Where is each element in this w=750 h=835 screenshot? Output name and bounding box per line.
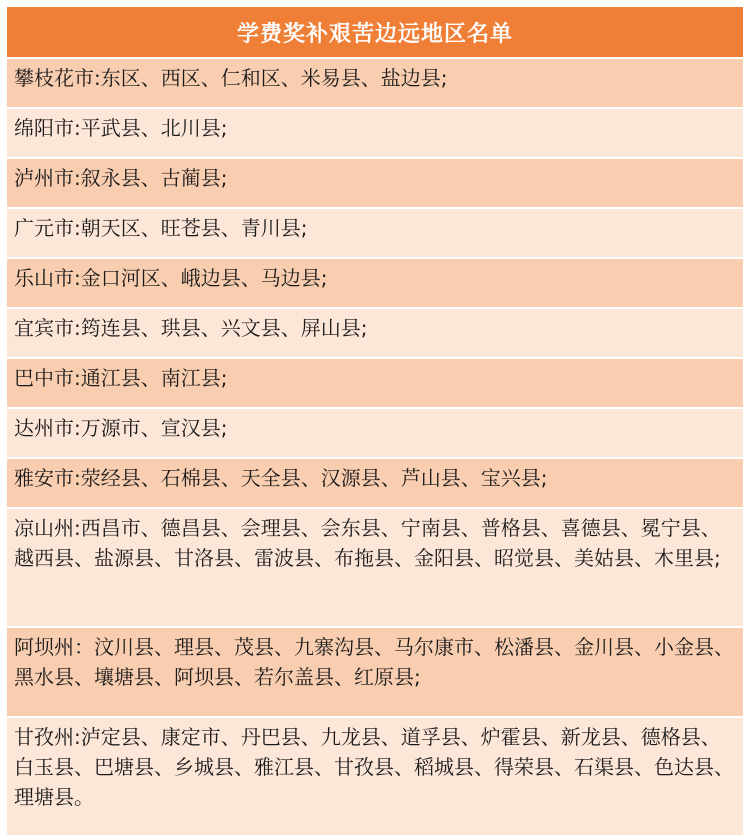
area-list-table [7, 7, 743, 809]
table-row: 攀枝花市:东区、西区、仁和区、米易县、盐边县; [7, 57, 743, 107]
table-row: 达州市:万源市、宣汉县; [7, 407, 743, 457]
table-row: 巴中市:通江县、南江县; [7, 357, 743, 407]
table-row: 雅安市:荥经县、石棉县、天全县、汉源县、芦山县、宝兴县; [7, 457, 743, 507]
table-row: 乐山市:金口河区、峨边县、马边县; [7, 257, 743, 307]
table-row: 泸州市:叙永县、古蔺县; [7, 157, 743, 207]
table-row: 阿坝州：汶川县、理县、茂县、九寨沟县、马尔康市、松潘县、金川县、小金县、黑水县、壤塘县、阿坝县、若尔盖县、红原县; [7, 626, 743, 716]
table-title: 学费奖补艰苦边远地区名单 [7, 7, 743, 57]
table-body [7, 57, 743, 835]
table-row: 宜宾市:筠连县、珙县、兴文县、屏山县; [7, 307, 743, 357]
table-row: 凉山州:西昌市、德昌县、会理县、会东县、宁南县、普格县、喜德县、冕宁县、越西县、盐源县、甘洛县、雷波县、布拖县、金阳县、昭觉县、美姑县、木里县; [7, 507, 743, 626]
table-row: 绵阳市:平武县、北川县; [7, 107, 743, 157]
table-row: 甘孜州:泸定县、康定市、丹巴县、九龙县、道孚县、炉霍县、新龙县、德格县、白玉县、巴塘县、乡城县、雅江县、甘孜县、稻城县、得荣县、石渠县、色达县、理塘县。 [7, 716, 743, 835]
table-row: 广元市:朝天区、旺苍县、青川县; [7, 207, 743, 257]
